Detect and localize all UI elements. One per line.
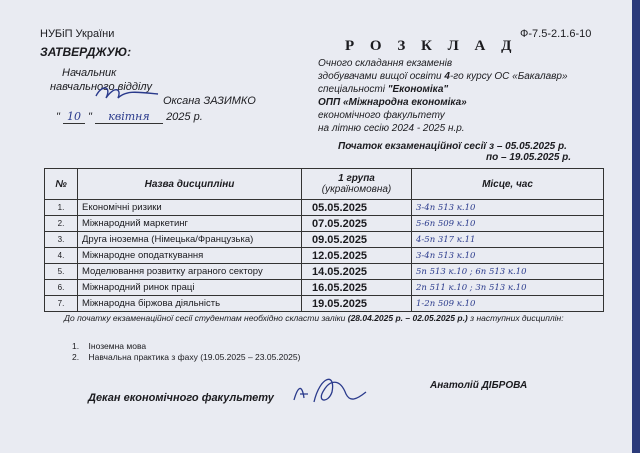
table-header-row xyxy=(45,169,604,200)
desc-line-5: економічного факультету xyxy=(318,110,445,121)
header-discipline: Назва дисципліни xyxy=(78,169,302,200)
desc-line-1: Очного складання екзаменів xyxy=(318,58,453,69)
session-end: по – 19.05.2025 р. xyxy=(486,152,572,163)
approver-position-2: навчального відділу xyxy=(50,81,152,93)
table-row: 3. Друга іноземна (Німецька/Французька) 09.05.2025 4-5п 317 к.11 xyxy=(45,232,604,248)
table-row: 2. Міжнародний маркетинг 07.05.2025 5-6п 509 к.10 xyxy=(45,216,604,232)
approver-signature xyxy=(92,82,162,104)
approve-month: квітня xyxy=(95,110,163,124)
approver-name: Оксана ЗАЗИМКО xyxy=(163,95,256,107)
document-title: Р О З К Л А Д xyxy=(345,38,518,54)
approver-position-1: Начальник xyxy=(62,67,117,79)
table-row: 4. Міжнародне оподаткування 12.05.2025 3-4п 513 к.10 xyxy=(45,248,604,264)
list-item: 2. Навчальна практика з фаху (19.05.2025 – 23.05.2025) xyxy=(72,352,301,362)
dean-signature xyxy=(290,372,370,406)
approve-heading: ЗАТВЕРДЖУЮ: xyxy=(40,45,132,59)
form-code: Ф-7.5-2.1.6-10 xyxy=(520,28,592,40)
org-name: НУБіП України xyxy=(40,28,115,40)
table-row: 5. Моделювання розвитку аграного сектору 14.05.2025 5п 513 к.10 ; 6п 513 к.10 xyxy=(45,264,604,280)
desc-line-6: на літню сесію 2024 - 2025 н.р. xyxy=(318,123,465,134)
table-row: 1. Економічні ризики 05.05.2025 3-4п 513 к.10 xyxy=(45,200,604,216)
session-start: Початок екзаменаційної сесії з – 05.05.2025 р. xyxy=(338,141,567,152)
credits-note: До початку екзаменаційної сесії студентам необхідно скласти заліки (28.04.2025 р. – 02.05.2025 р.) з наступних дисциплін: xyxy=(64,313,564,323)
desc-line-2: здобувачами вищої освіти 4-го курсу ОС «Бакалавр» xyxy=(318,71,568,82)
desc-line-3: спеціальності "Економіка" xyxy=(318,84,449,95)
header-group: 1 група (україномовна) xyxy=(302,169,412,200)
approve-year: 2025 р. xyxy=(166,111,203,123)
table-row: 7. Міжнародна біржова діяльність 19.05.2025 1-2п 509 к.10 xyxy=(45,296,604,312)
dean-title: Декан економічного факультету xyxy=(88,392,274,404)
schedule-table xyxy=(44,168,604,312)
header-num: № xyxy=(45,169,78,200)
list-item: 1. Іноземна мова xyxy=(72,341,147,351)
approve-day: 10 xyxy=(63,110,85,124)
table-row: 6. Міжнародний ринок праці 16.05.2025 2п 511 к.10 ; 3п 513 к.10 xyxy=(45,280,604,296)
desc-line-4: ОПП «Міжнародна економіка» xyxy=(318,97,467,108)
approve-date: " 10 " квітня 2025 р. xyxy=(56,110,203,123)
dean-name: Анатолій ДІБРОВА xyxy=(430,380,528,391)
header-place: Місце, час xyxy=(412,169,604,200)
